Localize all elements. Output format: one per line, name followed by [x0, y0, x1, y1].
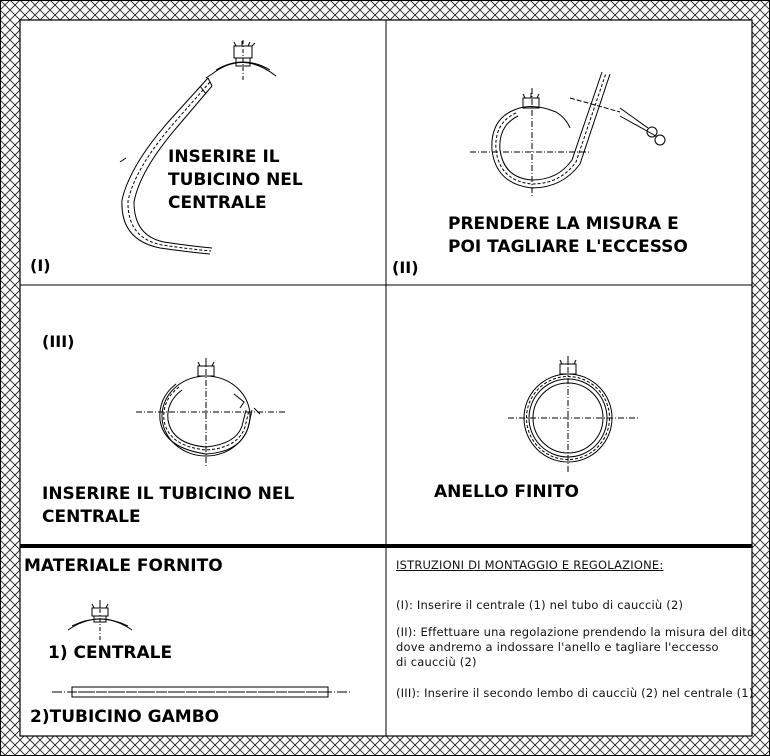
material-item-tubicino: 2)TUBICINO GAMBO	[30, 707, 220, 727]
panel-3-number: (III)	[42, 332, 75, 351]
panel-1-caption: INSERIRE IL TUBICINO NEL CENTRALE	[168, 147, 303, 213]
material-item-centrale: 1) CENTRALE	[48, 643, 173, 663]
panel-1-number: (I)	[30, 256, 51, 275]
materials-title: MATERIALE FORNITO	[24, 556, 223, 576]
panel-2-caption: PRENDERE LA MISURA E POI TAGLIARE L'ECCESSO	[448, 214, 688, 257]
instructions-title: ISTRUZIONI DI MONTAGGIO E REGOLAZIONE:	[396, 558, 664, 572]
panel-3-caption: INSERIRE IL TUBICINO NEL CENTRALE	[42, 484, 295, 527]
instruction-step-2: (II): Effettuare una regolazione prendendo la misura del dito dove andremo a indossare l'anello e tagliare l'eccesso di caucciù (2)	[396, 625, 755, 669]
panel-4-caption: ANELLO FINITO	[434, 482, 579, 502]
panel-3-illustration	[136, 358, 286, 468]
tubicino-illustration	[52, 684, 352, 700]
centrale-illustration	[60, 600, 140, 640]
panel-2-illustration	[470, 68, 670, 198]
instruction-step-1: (I): Inserire il centrale (1) nel tubo di caucciù (2)	[396, 598, 684, 612]
panel-4-illustration	[508, 356, 638, 474]
instruction-step-3: (III): Inserire il secondo lembo di caucciù (2) nel centrale (1)	[396, 686, 754, 700]
panel-2-number: (II)	[392, 258, 419, 277]
